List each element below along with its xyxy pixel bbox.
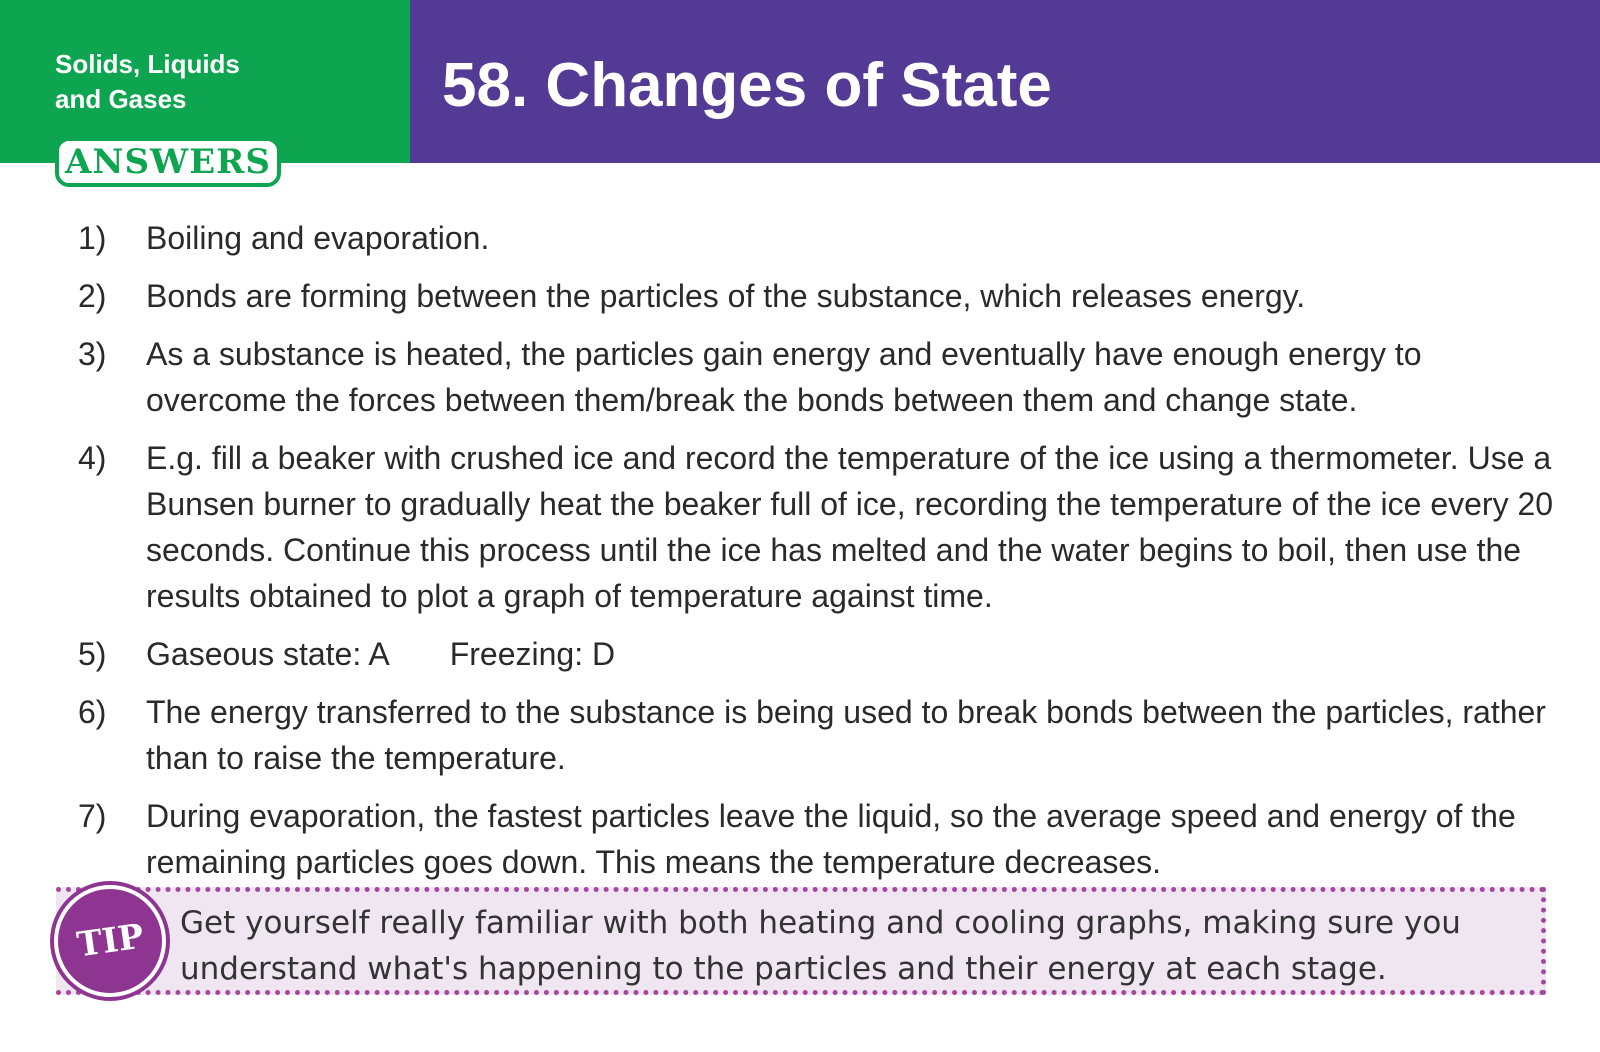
topic-line-2: and Gases xyxy=(55,84,187,114)
answer-text: As a substance is heated, the particles gain energy and eventually have enough energy to overcome the forces between them/break the bonds between them and change state. xyxy=(146,336,1422,418)
answer-number: 7) xyxy=(78,798,107,834)
topic-line-1: Solids, Liquids xyxy=(55,49,240,79)
answer-text: Bonds are forming between the particles of the substance, which releases energy. xyxy=(146,278,1306,314)
tip-badge xyxy=(54,885,166,997)
answer-item-6 xyxy=(78,689,1558,781)
answers-badge xyxy=(55,137,281,187)
answer-freezing: Freezing: D xyxy=(449,636,616,672)
answer-text xyxy=(146,631,1558,677)
answer-number: 5) xyxy=(78,636,107,672)
tip-badge-label: TIP xyxy=(74,916,146,966)
answer-number: 1) xyxy=(78,220,107,256)
answer-gaseous-state: Gaseous state: A xyxy=(146,636,390,672)
answer-text: E.g. fill a beaker with crushed ice and record the temperature of the ice using a thermometer. Use a Bunsen burner to gradually heat the beaker full of ice, recording the temperature of the ice every 20 seconds. Continue this process until the ice has melted and the water begins to boil, then use the results obtained to plot a graph of temperature against time. xyxy=(146,440,1554,614)
topic-label xyxy=(55,47,315,117)
answer-item-1 xyxy=(78,215,1558,261)
answers-badge-label: ANSWERS xyxy=(65,142,271,182)
answer-number: 2) xyxy=(78,278,107,314)
answer-number: 3) xyxy=(78,336,107,372)
answer-item-4 xyxy=(78,435,1558,619)
answer-text: Boiling and evaporation. xyxy=(146,220,490,256)
answer-number: 4) xyxy=(78,440,107,476)
answer-item-5 xyxy=(78,631,1558,677)
answer-number: 6) xyxy=(78,694,107,730)
tip-text: Get yourself really familiar with both heating and cooling graphs, making sure you understand what's happening to the particles and their energy at each stage. xyxy=(180,905,1461,987)
answer-item-3 xyxy=(78,331,1558,423)
answer-text: During evaporation, the fastest particles leave the liquid, so the average speed and energy of the remaining particles goes down. This means the temperature decreases. xyxy=(146,798,1516,880)
answers-list xyxy=(78,215,1558,897)
answer-item-7 xyxy=(78,793,1558,885)
page-title: 58. Changes of State xyxy=(442,51,1052,120)
answer-item-2 xyxy=(78,273,1558,319)
answer-text: The energy transferred to the substance is being used to break bonds between the particles, rather than to raise the temperature. xyxy=(146,694,1546,776)
